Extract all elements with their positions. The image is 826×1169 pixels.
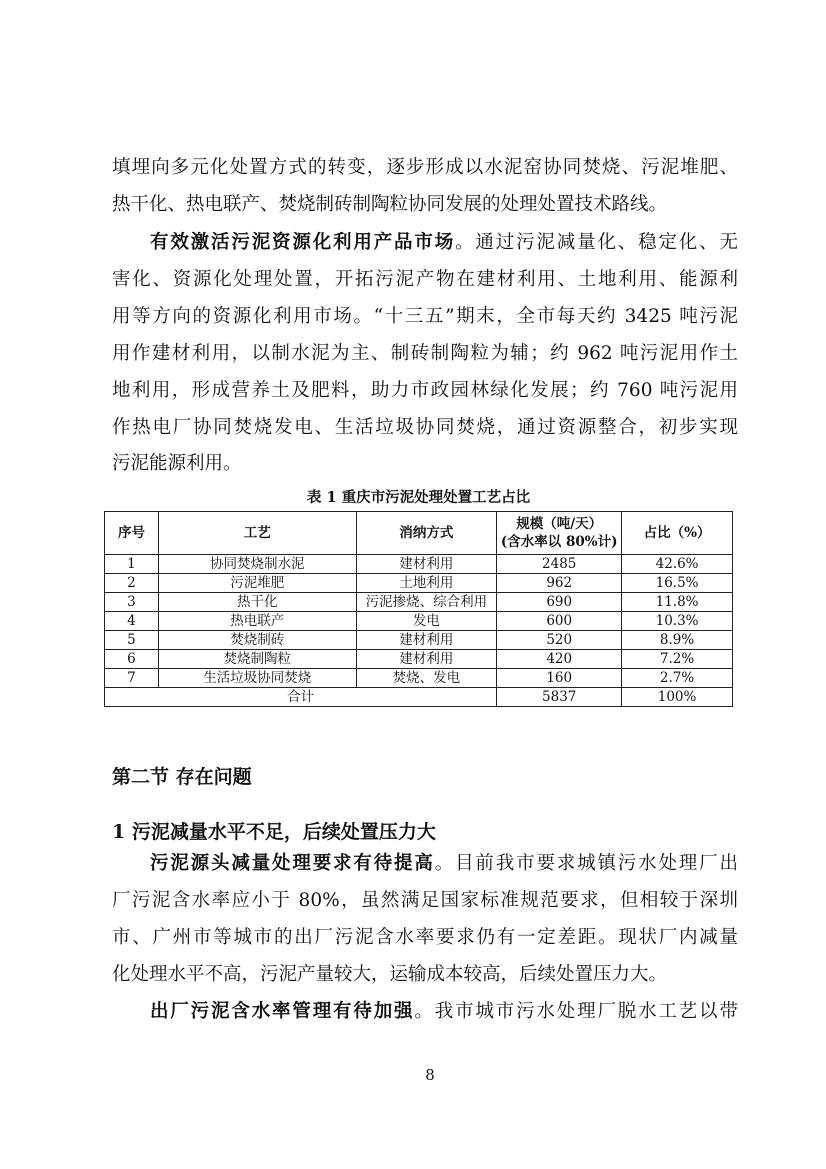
cell-process: 生活垃圾协同焚烧 [158,669,356,688]
cell-scale: 962 [497,574,622,593]
cell-scale: 690 [497,593,622,612]
line-text: 地利用，形成营养土及肥料，助力市政园林绿化发展；约 760 吨污泥用 [112,380,738,401]
text-line [112,268,738,292]
cell-scale: 420 [497,650,622,669]
header-disposal: 消纳方式 [356,512,497,555]
text-line [112,452,738,476]
cell-process: 污泥堆肥 [158,574,356,593]
line-text: 厂污泥含水率应小于 80%，虽然满足国家标准规范要求，但相较于深圳 [112,890,738,911]
cell-disposal: 建材利用 [356,631,497,650]
cell-index: 7 [105,669,159,688]
table-total-row [105,688,733,707]
text-line [112,193,738,217]
cell-share: 16.5% [622,574,733,593]
cell-share: 11.8% [622,593,733,612]
lead-text: 污泥源头减量处理要求有待提高 [150,853,435,874]
cell-disposal: 建材利用 [356,650,497,669]
table-row [105,631,733,650]
text-line [112,889,738,913]
text-line [112,963,738,987]
cell-scale: 160 [497,669,622,688]
subheading: 1 污泥减量水平不足，后续处置压力大 [112,821,436,843]
cell-index: 6 [105,650,159,669]
line-text: 污泥能源利用。 [112,453,242,474]
section-heading: 第二节 存在问题 [112,766,252,788]
cell-process: 热电联产 [158,612,356,631]
header-index: 序号 [105,512,159,555]
total-label: 合计 [105,688,497,707]
text-line [112,156,738,180]
table-row [105,612,733,631]
cell-disposal: 焚烧、发电 [356,669,497,688]
total-scale: 5837 [497,688,622,707]
page-number: 8 [425,1066,435,1084]
cell-disposal: 污泥掺烧、综合利用 [356,593,497,612]
cell-index: 5 [105,631,159,650]
header-scale-line1: 规模（吨/天） [516,516,603,532]
cell-share: 42.6% [622,555,733,574]
line-text: 作热电厂协同焚烧发电、生活垃圾协同焚烧，通过资源整合，初步实现 [112,417,738,438]
cell-scale: 600 [497,612,622,631]
line-text: 。目前我市要求城镇污水处理厂出 [434,853,738,874]
header-process: 工艺 [158,512,356,555]
cell-share: 10.3% [622,612,733,631]
cell-scale: 520 [497,631,622,650]
line-text: 用等方向的资源化利用市场。“十三五”期末，全市每天约 3425 吨污泥 [112,306,738,327]
process-table [104,511,733,707]
cell-index: 2 [105,574,159,593]
text-line [112,379,738,403]
table-row [105,669,733,688]
line-text: 填埋向多元化处置方式的转变，逐步形成以水泥窑协同焚烧、污泥堆肥、 [112,157,738,178]
line-text: 化处理水平不高，污泥产量较大，运输成本较高，后续处置压力大。 [112,964,668,985]
table-row [105,574,733,593]
cell-index: 4 [105,612,159,631]
table-row [105,593,733,612]
cell-index: 1 [105,555,159,574]
table-header-row [105,512,733,555]
header-scale [497,512,622,555]
text-line [112,342,738,366]
total-share: 100% [622,688,733,707]
text-line [150,1000,738,1024]
line-text: 热干化、热电联产、焚烧制砖制陶粒协同发展的处理处置技术路线。 [112,194,668,215]
table-caption: 表 1 重庆市污泥处理处置工艺占比 [306,489,531,506]
line-text: 。通过污泥减量化、稳定化、无 [455,232,738,253]
text-line [112,305,738,329]
text-line [112,926,738,950]
cell-process: 热干化 [158,593,356,612]
cell-process: 协同焚烧制水泥 [158,555,356,574]
cell-process: 焚烧制砖 [158,631,356,650]
cell-share: 2.7% [622,669,733,688]
cell-disposal: 建材利用 [356,555,497,574]
cell-share: 8.9% [622,631,733,650]
line-text: 害化、资源化处理处置，开拓污泥产物在建材利用、土地利用、能源利 [112,269,738,290]
lead-text: 有效激活污泥资源化利用产品市场 [150,232,456,253]
text-line [150,852,738,876]
cell-disposal: 土地利用 [356,574,497,593]
lead-text: 出厂污泥含水率管理有待加强 [150,1001,415,1022]
cell-share: 7.2% [622,650,733,669]
line-text: 用作建材利用，以制水泥为主、制砖制陶粒为辅；约 962 吨污泥用作土 [112,343,738,364]
line-text: 市、广州市等城市的出厂污泥含水率要求仍有一定差距。现状厂内减量 [112,927,738,948]
cell-scale: 2485 [497,555,622,574]
line-text: 。我市城市污水处理厂脱水工艺以带 [414,1001,738,1022]
table-row [105,650,733,669]
header-scale-line2: (含水率以 80%计) [500,534,618,550]
cell-index: 3 [105,593,159,612]
header-share: 占比（%） [622,512,733,555]
text-line [112,416,738,440]
cell-process: 焚烧制陶粒 [158,650,356,669]
text-line [150,231,738,255]
cell-disposal: 发电 [356,612,497,631]
table-row [105,555,733,574]
